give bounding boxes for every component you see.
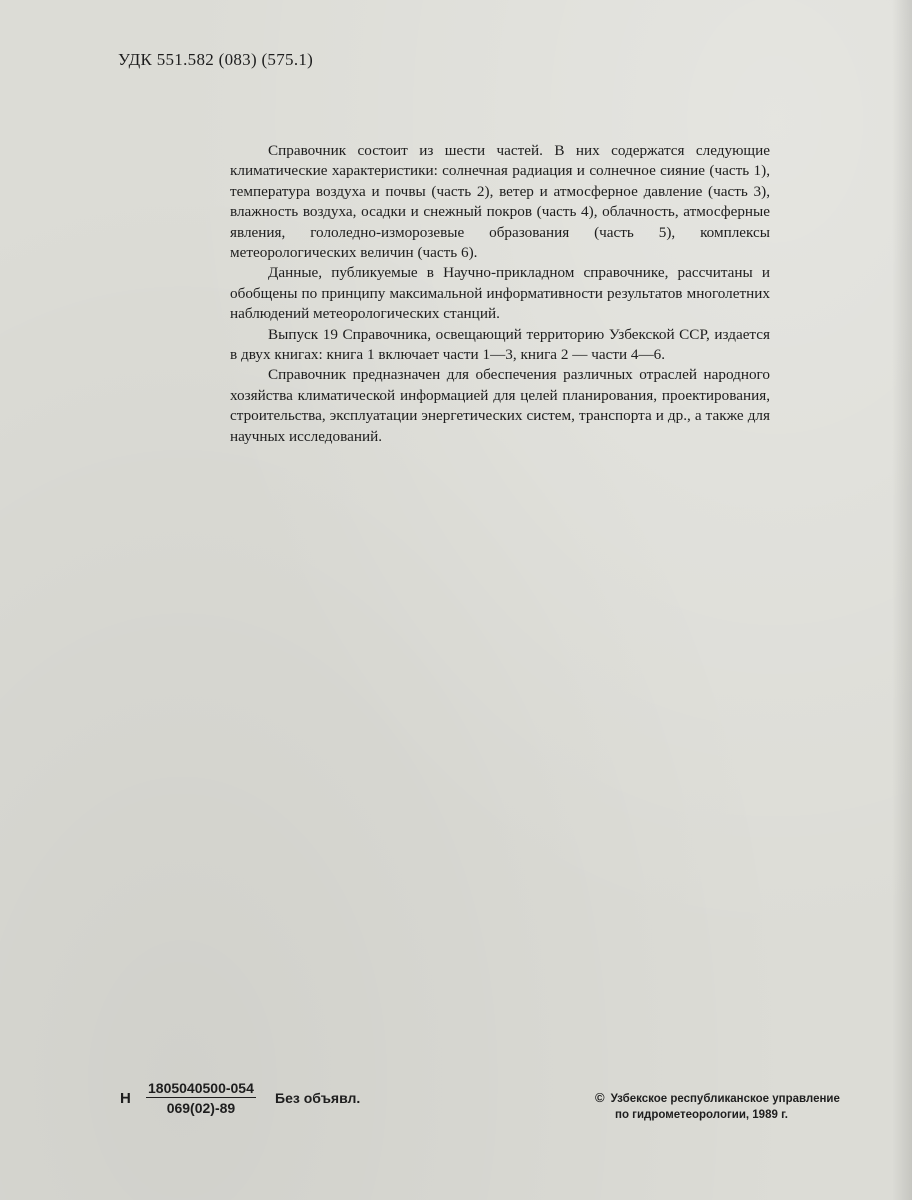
abstract-paragraph: Выпуск 19 Справочника, освещающий территорию Узбекской ССР, издается в двух книгах: книга 1 включает части 1—3, книга 2 — части 4—6. [230, 325, 770, 364]
publication-imprint [120, 1080, 460, 1130]
copyright-notice [595, 1090, 895, 1123]
abstract-paragraph: Данные, публикуемые в Научно-прикладном справочнике, рассчитаны и обобщены по принципу максимальной информативности результатов многолетних наблюдений метеорологических станций. [230, 264, 770, 323]
udk-classification: УДК 551.582 (083) (575.1) [118, 50, 314, 69]
copyright-year-line: по гидрометеорологии, 1989 г. [615, 1109, 788, 1121]
copyright-icon: © [595, 1090, 605, 1105]
imprint-letter: Н [120, 1090, 131, 1107]
imprint-price-note: Без объявл. [275, 1090, 361, 1106]
abstract-paragraph: Справочник предназначен для обеспечения различных отраслей народного хозяйства климатической информацией для целей планирования, проектирования, строительства, эксплуатации энергетических систем, транспорта и др., а также для научных исследований. [230, 366, 770, 445]
copyright-holder: Узбекское республиканское управление [610, 1093, 840, 1105]
abstract-text [230, 141, 770, 447]
imprint-code-denominator: 069(02)-89 [166, 1100, 236, 1116]
abstract-paragraph: Справочник состоит из шести частей. В них содержатся следующие климатические характеристики: солнечная радиация и солнечное сияние (часть 1), температура воздуха и почвы (часть 2), ветер и атмосферное давление (часть 3), влажность воздуха, осадки и снежный покров (часть 4), облачность, атмосферные явления, гололедно-изморозевые образования (часть 5), комплексы метеорологических величин (часть 6). [230, 142, 770, 262]
imprint-code-numerator: 1805040500-054 [148, 1080, 254, 1096]
imprint-code-fraction [146, 1080, 256, 1116]
page-edge-shadow [892, 0, 912, 1200]
